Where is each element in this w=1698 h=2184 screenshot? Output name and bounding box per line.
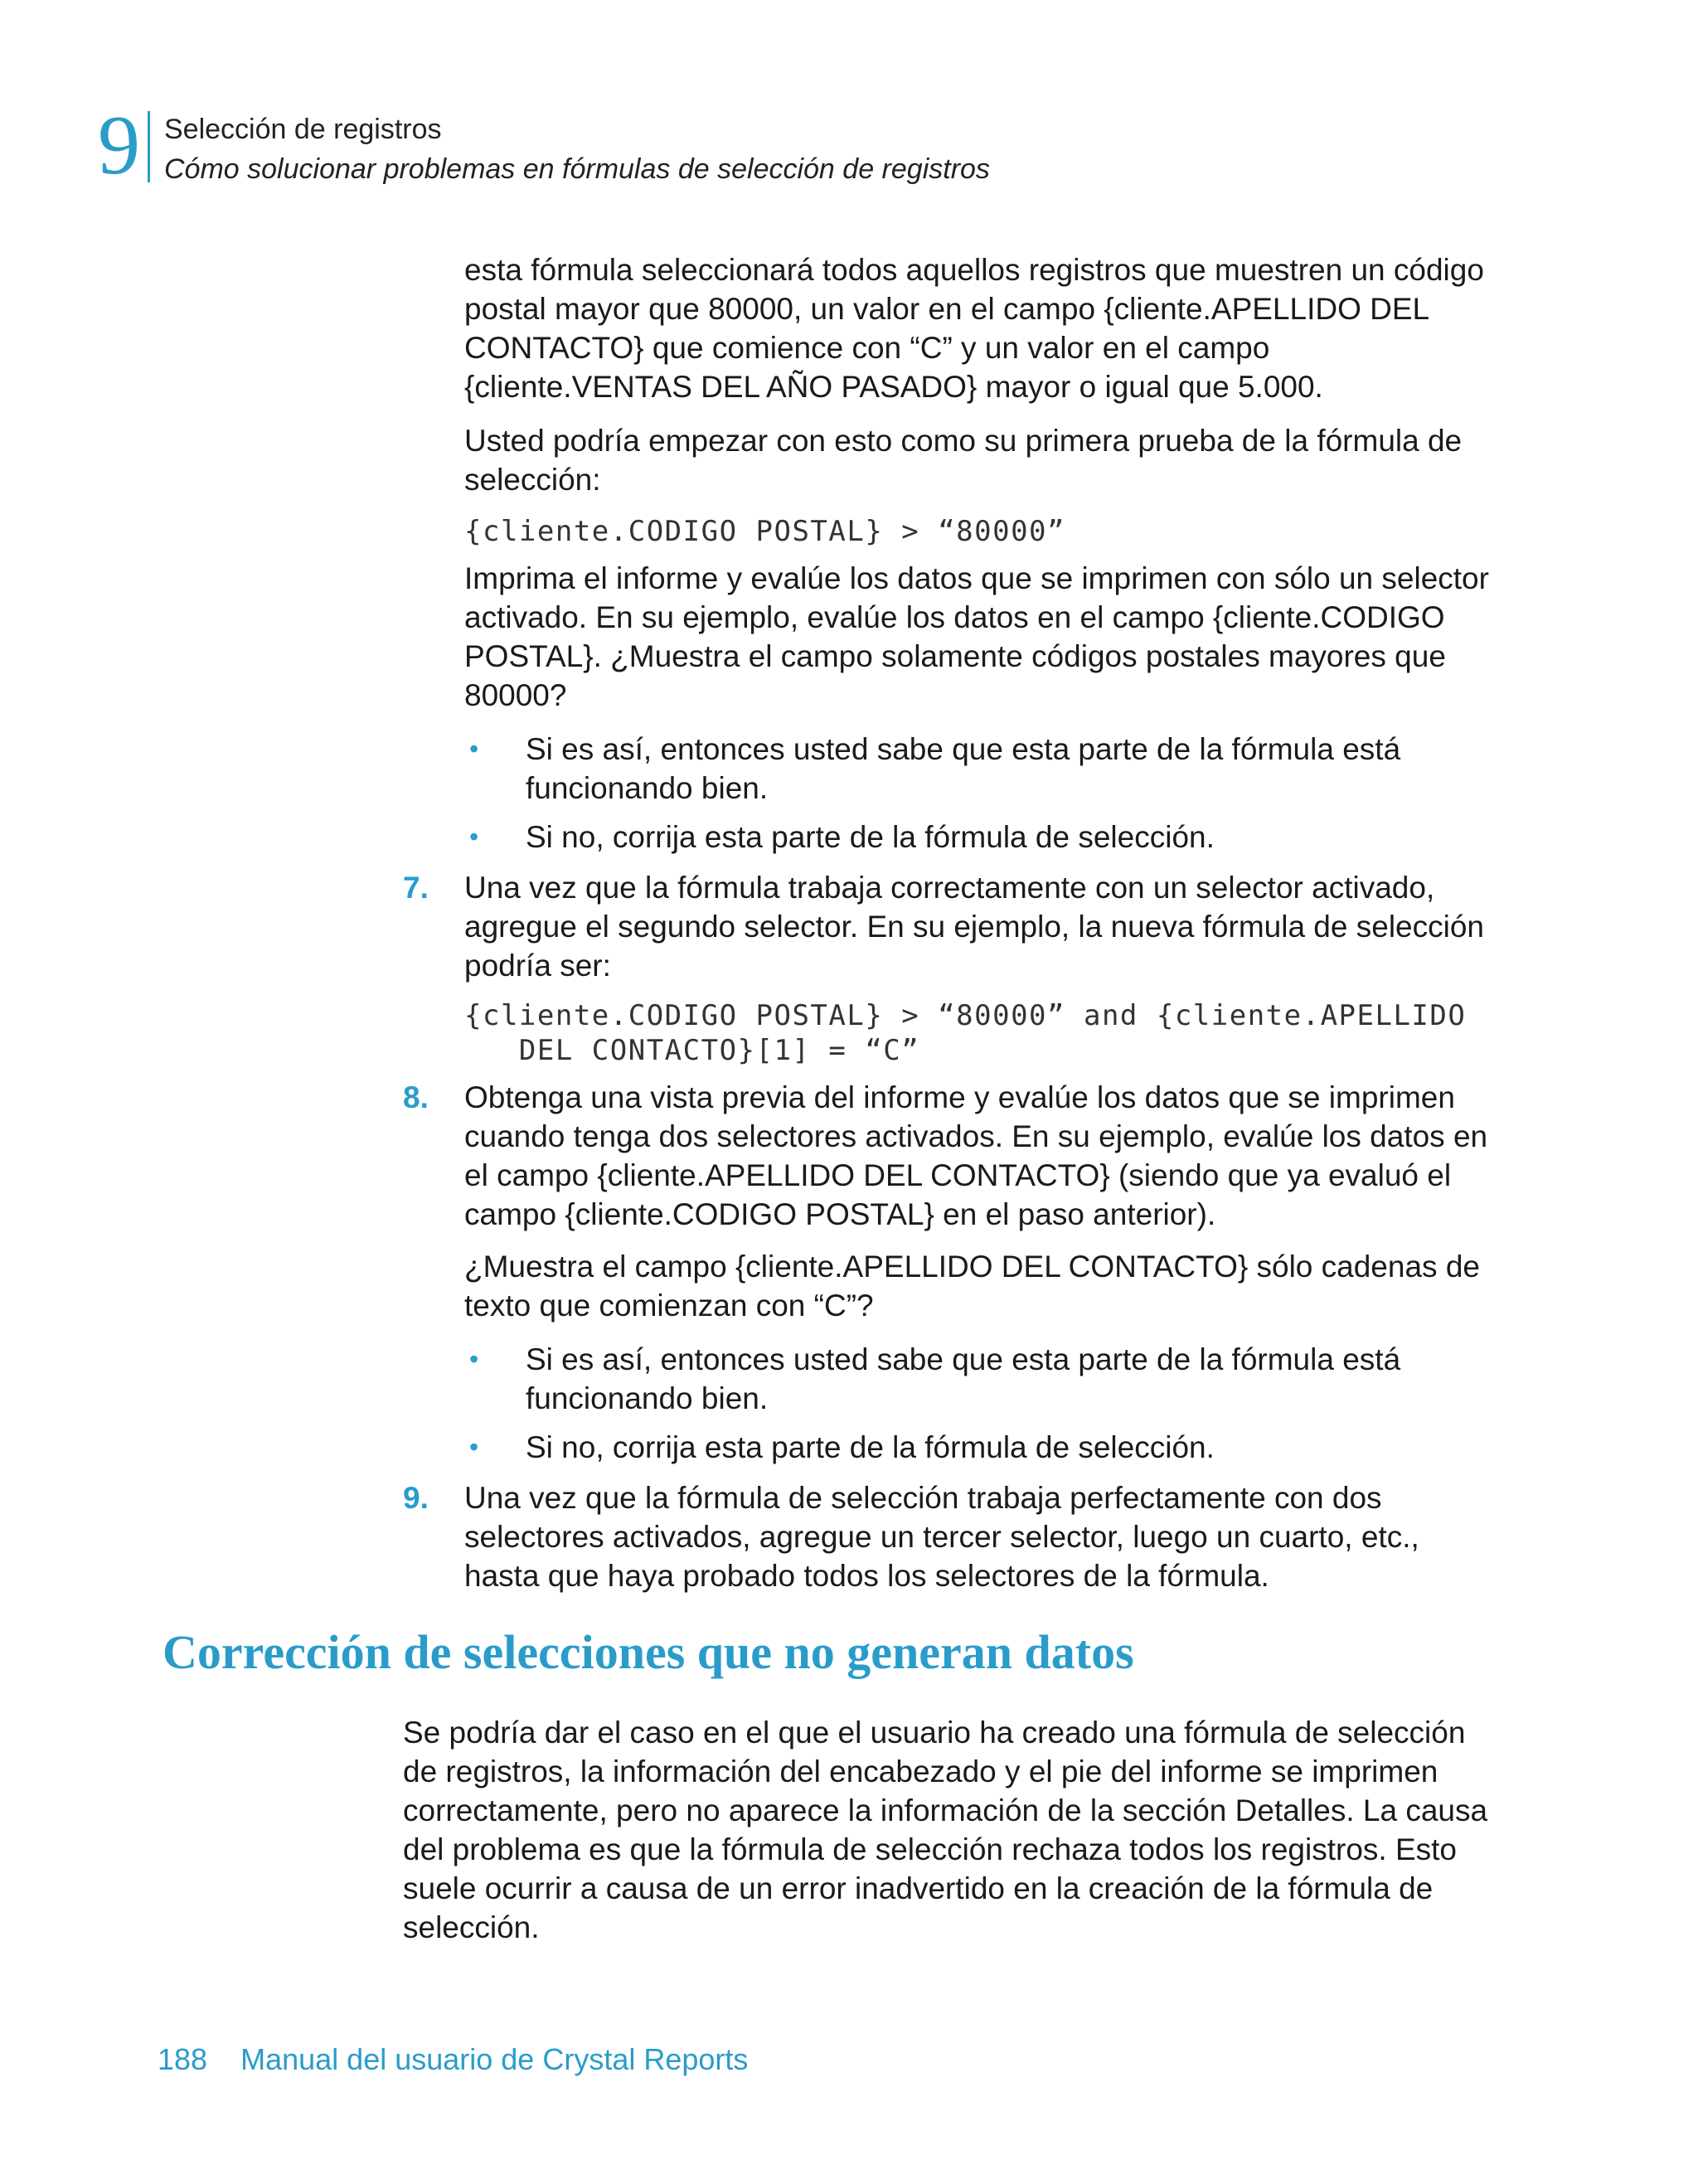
code-example-1: {cliente.CODIGO POSTAL} > “80000” [464,515,1066,548]
bullet-icon: • [469,1344,479,1374]
chapter-number: 9 [98,99,140,192]
first-test-paragraph: Usted podría empezar con esto como su primera prueba de la fórmula de selección: [464,424,1463,497]
bullet-text: Si no, corrija esta parte de la fórmula de selección. [526,1430,1215,1464]
header-divider [148,111,150,182]
bullet-list-1 [464,730,1501,857]
step-number: 9. [403,1481,429,1515]
bullet-list-2 [464,1340,1501,1467]
step-9 [403,1478,1501,1595]
list-item [464,1340,1501,1418]
bullet-text: Si es así, entonces usted sabe que esta parte de la fórmula está funcionando bien. [526,1342,1401,1415]
bullet-text: Si es así, entonces usted sabe que esta parte de la fórmula está funcionando bien. [526,732,1401,805]
section-heading: Corrección de selecciones que no generan datos [163,1625,1134,1679]
step-number: 8. [403,1080,429,1114]
step-number: 7. [403,871,429,905]
bullet-text: Si no, corrija esta parte de la fórmula de selección. [526,820,1215,854]
step-text: Obtenga una vista previa del informe y evalúe los datos que se imprimen cuando tenga dos selectores activados. En su ejemplo, evalúe los datos en el campo {cliente.APELLIDO DEL CONTACTO} (siendo que ya evaluó el campo {cliente.CODIGO POSTAL} en el paso anterior). [464,1080,1488,1231]
page-footer [158,2041,748,2078]
print-paragraph: Imprima el informe y evalúe los datos que se imprimen con sólo un selector activado. En su ejemplo, evalúe los datos en el campo {cliente.CODIGO POSTAL}. ¿Muestra el campo solamente códigos postales mayores que 80000? [464,561,1489,712]
page-number: 188 [158,2042,208,2076]
section-body: Se podría dar el caso en el que el usuario ha creado una fórmula de selección de registros, la información del encabezado y el pie del informe se imprimen correctamente, pero no aparece la información de la sección Detalles. La causa del problema es que la fórmula de selección rechaza todos los registros. Esto suele ocurrir a causa de un error inadvertido en la creación de la fórmula de selección. [403,1716,1488,1944]
list-item [464,730,1501,808]
bullet-icon: • [469,734,479,764]
section-subtitle: Cómo solucionar problemas en fórmulas de selección de registros [164,153,990,185]
step-text: Una vez que la fórmula trabaja correctamente con un selector activado, agregue el segundo selector. En su ejemplo, la nueva fórmula de selección podría ser: [464,871,1484,983]
bullet-icon: • [469,1432,479,1462]
chapter-title: Selección de registros [164,114,442,145]
intro-paragraph: esta fórmula seleccionará todos aquellos registros que muestren un código postal mayor que 80000, un valor en el campo {cliente.APELLIDO DEL CONTACTO} que comience con “C” y un valor en el campo {cliente.VENTAS DEL AÑO PASADO} mayor o igual que 5.000. [464,253,1484,404]
bullet-icon: • [469,822,479,852]
list-item [464,1428,1501,1467]
step-8 [403,1078,1501,1234]
code-example-2: {cliente.CODIGO POSTAL} > “80000” and {cliente.APELLIDO DEL CONTACTO}[1] = “C” [464,999,1467,1067]
step-7 [403,868,1501,985]
main-content [403,250,1501,1609]
question-paragraph: ¿Muestra el campo {cliente.APELLIDO DEL CONTACTO} sólo cadenas de texto que comienzan con “C”? [464,1250,1480,1323]
step-text: Una vez que la fórmula de selección trabaja perfectamente con dos selectores activados, agregue un tercer selector, luego un cuarto, etc., hasta que haya probado todos los selectores de la fórmula. [464,1481,1419,1593]
book-title: Manual del usuario de Crystal Reports [240,2042,749,2076]
list-item [464,818,1501,857]
